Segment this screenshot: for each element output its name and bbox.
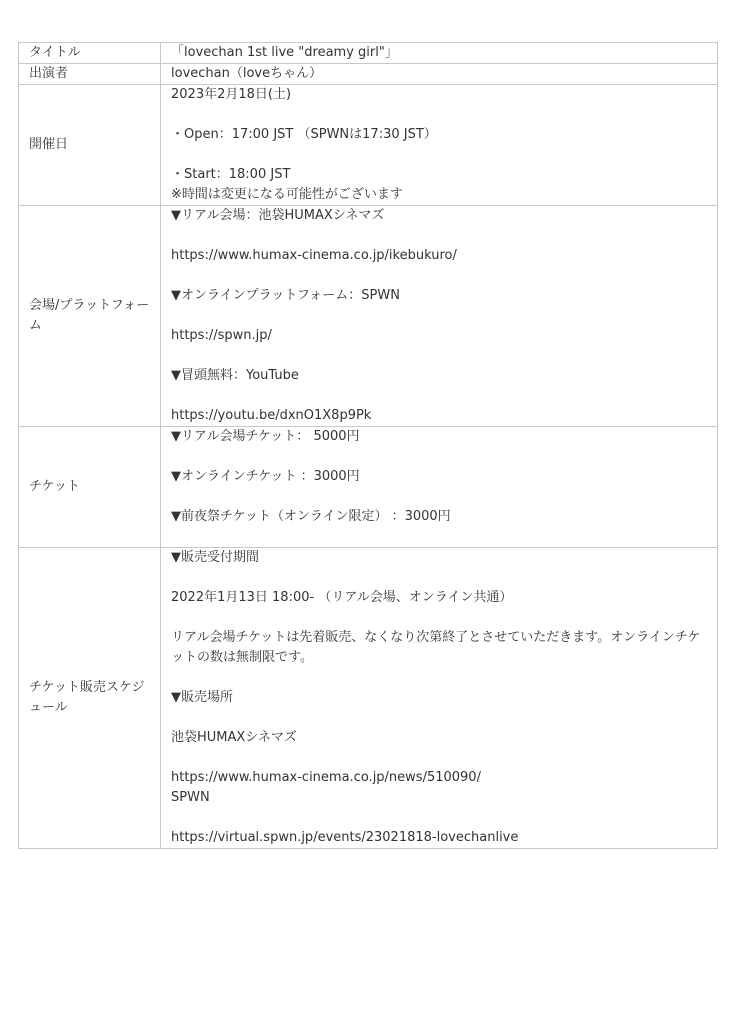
- row-label-text: 出演者: [29, 66, 69, 81]
- value-line: ・Start：18:00 JST: [171, 167, 291, 182]
- value-line: リアル会場チケットは先着販売、なくなり次第終了とさせていただきます。オンラインチケットの数は無制限です。: [171, 630, 701, 665]
- row-value: [161, 64, 718, 85]
- link-text: https://www.humax-cinema.co.jp/news/510090/: [171, 770, 481, 785]
- row-value: [161, 206, 718, 427]
- blank-line: [171, 748, 707, 768]
- link-text: https://virtual.spwn.jp/events/23021818-lovechanlive: [171, 830, 519, 845]
- blank-line: [171, 226, 707, 246]
- blank-line: [171, 346, 707, 366]
- info-row-ticket: [19, 427, 718, 548]
- value-line: ・Open：17:00 JST （SPWNは17:30 JST）: [171, 127, 437, 142]
- info-row-ticket-schedule: [19, 548, 718, 849]
- value-line: 池袋HUMAXシネマズ: [171, 730, 297, 745]
- row-label-text: タイトル: [29, 45, 81, 60]
- blank-line: [171, 386, 707, 406]
- value-line: ▼前夜祭チケット（オンライン限定） ：3000円: [171, 509, 451, 524]
- link-text: https://youtu.be/dxnO1X8p9Pk: [171, 408, 372, 423]
- link-text: https://www.humax-cinema.co.jp/ikebukuro/: [171, 248, 457, 263]
- row-label-text: チケット販売スケジュール: [29, 680, 145, 715]
- value-line: ▼リアル会場：池袋HUMAXシネマズ: [171, 208, 385, 223]
- blank-line: [171, 487, 707, 507]
- value-line: ▼冒頭無料：YouTube: [171, 368, 299, 383]
- blank-line: [171, 145, 707, 165]
- value-line: ▼販売受付期間: [171, 550, 259, 565]
- row-label-text: 会場/プラットフォーム: [29, 298, 150, 333]
- event-info-table: [18, 42, 718, 849]
- blank-line: [171, 266, 707, 286]
- row-label: [19, 43, 161, 64]
- value-line: ▼オンラインチケット ：3000円: [171, 469, 360, 484]
- value-line: 「lovechan 1st live "dreamy girl"」: [171, 45, 398, 60]
- row-label-text: 開催日: [29, 137, 69, 152]
- value-line: ※時間は変更になる可能性がございます: [171, 187, 403, 202]
- row-label: [19, 548, 161, 849]
- value-line: lovechan（loveちゃん）: [171, 66, 323, 81]
- row-value: [161, 427, 718, 548]
- row-label-text: チケット: [29, 479, 80, 494]
- row-value: [161, 85, 718, 206]
- blank-line: [171, 306, 707, 326]
- info-row-date: [19, 85, 718, 206]
- row-label: [19, 427, 161, 548]
- blank-line: [171, 568, 707, 588]
- info-row-title: [19, 43, 718, 64]
- blank-line: [171, 708, 707, 728]
- value-line: ▼販売場所: [171, 690, 233, 705]
- blank-line: [171, 608, 707, 628]
- row-label: [19, 64, 161, 85]
- info-row-performer: [19, 64, 718, 85]
- row-value: [161, 43, 718, 64]
- row-value: [161, 548, 718, 849]
- value-line: 2022年1月13日 18:00- （リアル会場、オンライン共通）: [171, 590, 513, 605]
- blank-line: [171, 105, 707, 125]
- row-label: [19, 206, 161, 427]
- event-info-table-body: [19, 43, 718, 849]
- row-label: [19, 85, 161, 206]
- blank-line: [171, 527, 707, 547]
- value-line: 2023年2月18日(土): [171, 87, 292, 102]
- blank-line: [171, 447, 707, 467]
- info-row-venue-platform: [19, 206, 718, 427]
- blank-line: [171, 668, 707, 688]
- value-line: ▼リアル会場チケット： 5000円: [171, 429, 360, 444]
- value-line: SPWN: [171, 790, 210, 805]
- link-text: https://spwn.jp/: [171, 328, 272, 343]
- value-line: ▼オンラインプラットフォーム：SPWN: [171, 288, 400, 303]
- blank-line: [171, 808, 707, 828]
